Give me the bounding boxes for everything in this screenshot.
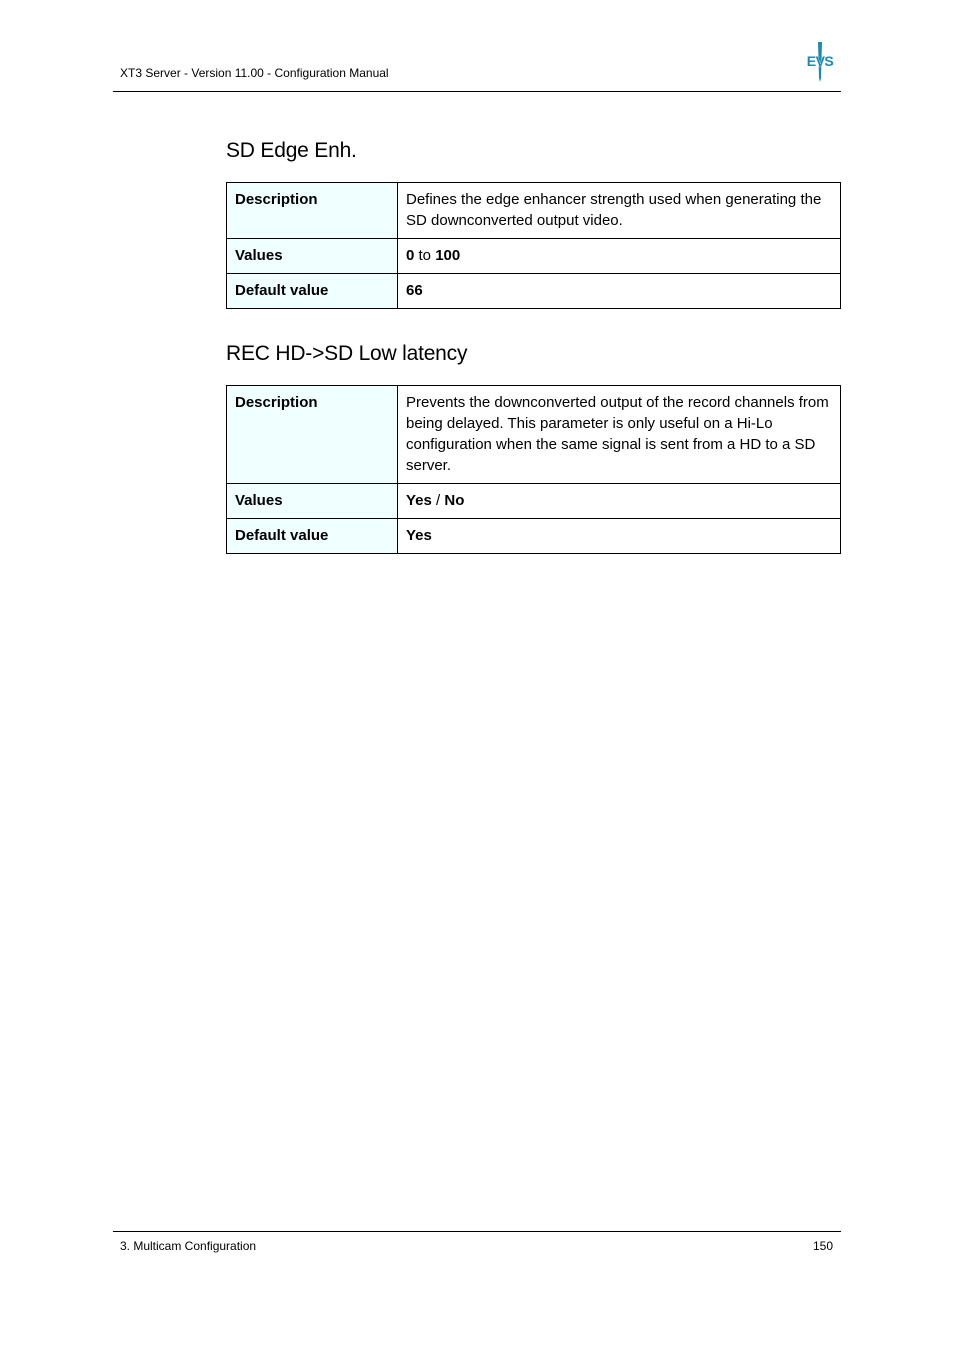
section-title-rec-hd-sd-low-latency: REC HD->SD Low latency	[226, 342, 468, 365]
table-row-values	[227, 484, 841, 519]
row-label: Values	[227, 484, 398, 519]
value-separator: /	[431, 492, 445, 509]
table-row-default	[227, 274, 841, 309]
value-no: No	[444, 492, 465, 509]
param-table-rec-low-latency	[226, 385, 841, 554]
row-label: Values	[227, 239, 398, 274]
default-value: 66	[406, 282, 423, 299]
row-label: Default value	[227, 274, 398, 309]
value-min: 0	[406, 247, 415, 264]
default-value: Yes	[406, 527, 432, 544]
page-number: 150	[812, 1239, 833, 1253]
row-value: Prevents the downconverted output of the record channels from being delayed. This parameter is only useful on a Hi-Lo configuration when the same signal is sent from a HD to a SD server.	[398, 386, 841, 484]
row-label: Default value	[227, 519, 398, 554]
table-row-description	[227, 386, 841, 484]
footer-section-name: 3. Multicam Configuration	[120, 1239, 257, 1253]
page-footer	[113, 1231, 841, 1262]
row-value	[398, 519, 841, 554]
logo-text: EVS	[806, 53, 834, 69]
evs-logo	[804, 42, 836, 82]
value-max: 100	[435, 247, 461, 264]
row-value	[398, 484, 841, 519]
table-row-description	[227, 183, 841, 239]
table-row-values	[227, 239, 841, 274]
row-value	[398, 239, 841, 274]
section-title-sd-edge-enh: SD Edge Enh.	[226, 139, 357, 162]
row-value	[398, 274, 841, 309]
page-header	[113, 0, 841, 92]
table-row-default	[227, 519, 841, 554]
header-title: XT3 Server - Version 11.00 - Configuration Manual	[120, 66, 389, 80]
row-label: Description	[227, 386, 398, 484]
param-table-sd-edge-enh	[226, 182, 841, 309]
value-separator: to	[414, 247, 436, 264]
value-yes: Yes	[406, 492, 432, 509]
row-value: Defines the edge enhancer strength used when generating the SD downconverted output video.	[398, 183, 841, 239]
row-label: Description	[227, 183, 398, 239]
